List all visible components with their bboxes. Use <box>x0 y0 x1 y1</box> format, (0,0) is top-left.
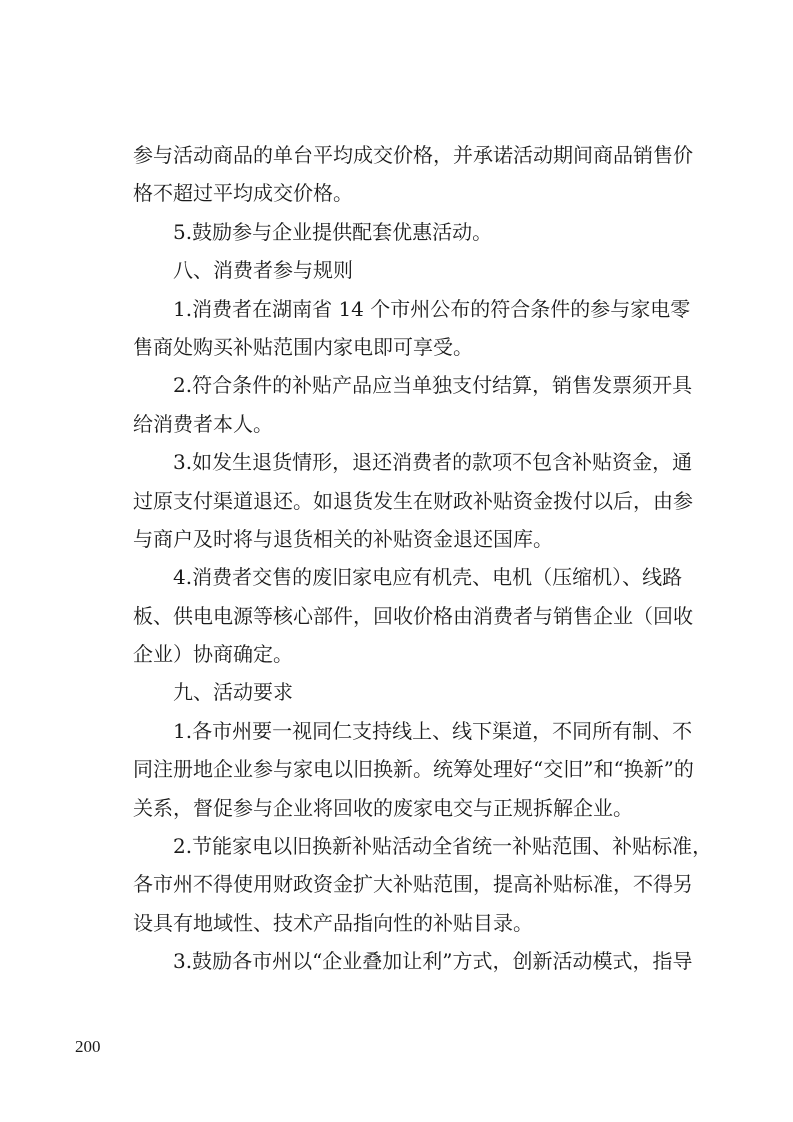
paragraph-line: 同注册地企业参与家电以旧换新。统筹处理好“交旧”和“换新”的 <box>133 757 694 782</box>
paragraph-line: 各市州不得使用财政资金扩大补贴范围，提高补贴标准，不得另 <box>133 872 693 897</box>
paragraph-line: 1.各市州要一视同仁支持线上、线下渠道，不同所有制、不 <box>173 718 693 743</box>
page-number: 200 <box>75 1037 101 1056</box>
paragraph-line: 与商户及时将与退货相关的补贴资金退还国库。 <box>133 526 553 551</box>
paragraph-line: 3.鼓励各市州以“企业叠加让利”方式，创新活动模式，指导 <box>173 949 693 974</box>
paragraph-line: 售商处购买补贴范围内家电即可享受。 <box>133 334 473 359</box>
paragraph-line: 4.消费者交售的废旧家电应有机壳、电机（压缩机）、线路 <box>173 565 683 590</box>
section-heading: 八、消费者参与规则 <box>173 258 353 283</box>
section-heading: 九、活动要求 <box>173 680 293 705</box>
paragraph-line: 2.节能家电以旧换新补贴活动全省统一补贴范围、补贴标准， <box>173 834 713 859</box>
paragraph-line: 给消费者本人。 <box>133 411 273 436</box>
paragraph-line: 3.如发生退货情形，退还消费者的款项不包含补贴资金，通 <box>173 450 693 475</box>
paragraph-line: 板、供电电源等核心部件，回收价格由消费者与销售企业（回收 <box>133 603 693 628</box>
paragraph-line: 过原支付渠道退还。如退货发生在财政补贴资金拨付以后，由参 <box>133 488 693 513</box>
paragraph-line: 格不超过平均成交价格。 <box>133 181 353 206</box>
paragraph-line: 1.消费者在湖南省 14 个市州公布的符合条件的参与家电零 <box>173 296 691 321</box>
paragraph-line: 2.符合条件的补贴产品应当单独支付结算，销售发票须开具 <box>173 373 693 398</box>
paragraph-line: 参与活动商品的单台平均成交价格，并承诺活动期间商品销售价 <box>133 143 693 167</box>
paragraph-line: 关系，督促参与企业将回收的废家电交与正规拆解企业。 <box>133 795 633 820</box>
body-text <box>133 136 713 981</box>
paragraph-line: 5.鼓励参与企业提供配套优惠活动。 <box>173 219 493 244</box>
paragraph-line: 企业）协商确定。 <box>133 642 293 667</box>
paragraph-line: 设具有地域性、技术产品指向性的补贴目录。 <box>133 910 533 935</box>
